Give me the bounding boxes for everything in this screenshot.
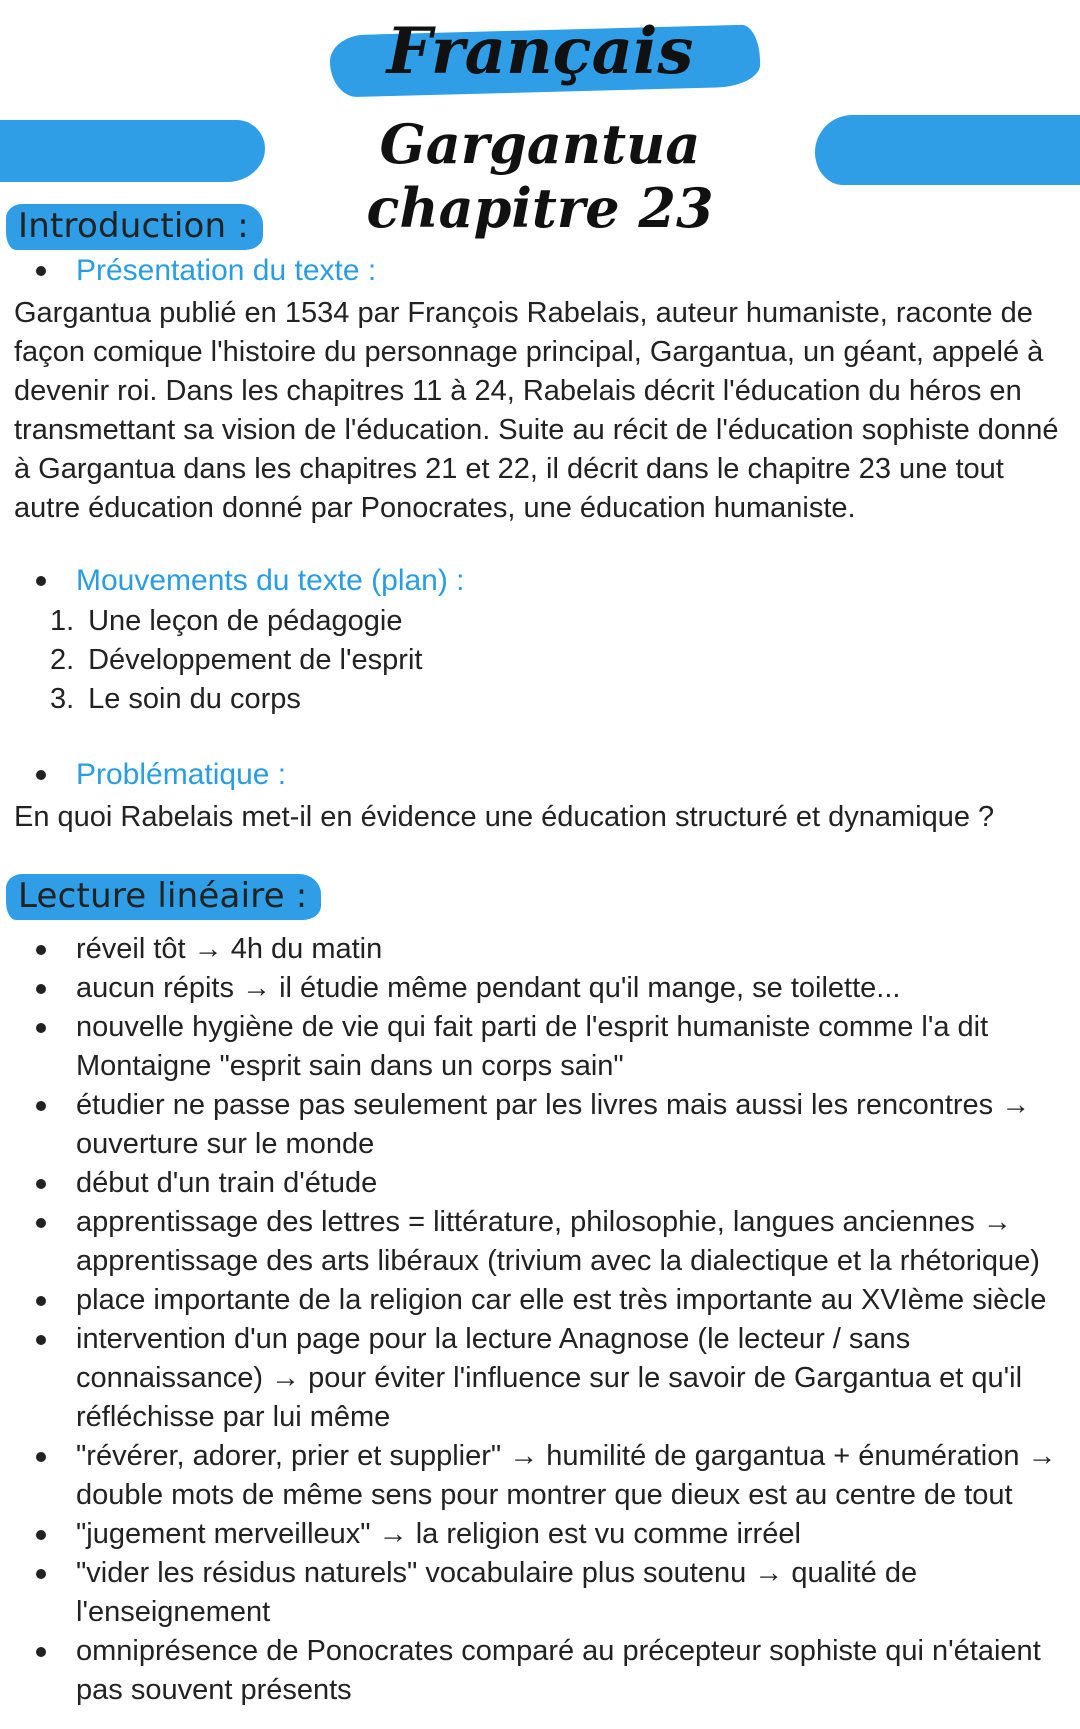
bullet-icon xyxy=(36,770,46,780)
header-brush-stroke-right xyxy=(815,115,1080,185)
presentation-paragraph: Gargantua publié en 1534 par François Rabelais, auteur humaniste, raconte de façon comique l'histoire du personnage principal, Gargantua, un géant, appelé à devenir roi. Dans les chapitres 11 à 24, Rabelais décrit l'éducation du héros en transmettant sa vision de l'éducation. Suite au récit de l'éducation sophiste donné à Gargantua dans les chapitres 21 et 22, il décrit dans le chapitre 23 une tout autre éducation donné par Ponocrates, une éducation humaniste. xyxy=(14,297,1059,524)
list-item: "révérer, adorer, prier et supplier" → humilité de gargantua + énumération → double mots de même sens pour montrer que dieux est au centre de tout xyxy=(36,1437,1066,1515)
list-item: omniprésence de Ponocrates comparé au précepteur sophiste qui n'étaient pas souvent présents xyxy=(36,1632,1066,1710)
lecture-list xyxy=(36,930,1066,1710)
subheading-mouvements xyxy=(36,564,465,598)
list-item: étudier ne passe pas seulement par les livres mais aussi les rencontres → ouverture sur le monde xyxy=(36,1086,1066,1164)
list-item: intervention d'un page pour la lecture Anagnose (le lecteur / sans connaissance) → pour éviter l'influence sur le savoir de Gargantua et qu'il réfléchisse par lui même xyxy=(36,1320,1066,1437)
list-item: aucun répits → il étudie même pendant qu'il mange, se toilette... xyxy=(36,969,1066,1008)
list-item: "vider les résidus naturels" vocabulaire plus soutenu → qualité de l'enseignement xyxy=(36,1554,1066,1632)
subheading-presentation xyxy=(36,254,376,288)
bullet-icon xyxy=(36,576,46,586)
header-brush-stroke-left xyxy=(0,120,265,182)
list-item: "jugement merveilleux" → la religion est vu comme irréel xyxy=(36,1515,1066,1554)
section-heading-introduction: Introduction : xyxy=(6,204,263,250)
list-item: apprentissage des lettres = littérature, philosophie, langues anciennes → apprentissage des arts libéraux (trivium avec la dialectique et la rhétorique) xyxy=(36,1203,1066,1281)
page-subtitle: Gargantua chapitre 23 xyxy=(366,112,714,240)
bullet-icon xyxy=(36,266,46,276)
plan-list xyxy=(50,602,422,719)
list-item: début d'un train d'étude xyxy=(36,1164,1066,1203)
subheading-label: Mouvements du texte (plan) : xyxy=(76,564,465,597)
list-item: réveil tôt → 4h du matin xyxy=(36,930,1066,969)
plan-item: 2. Développement de l'esprit xyxy=(50,644,423,676)
list-item: place importante de la religion car elle est très importante au XVIème siècle xyxy=(36,1281,1066,1320)
subheading-label: Présentation du texte : xyxy=(76,254,377,287)
section-heading-lecture: Lecture linéaire : xyxy=(6,874,321,920)
list-item: nouvelle hygiène de vie qui fait parti de l'esprit humaniste comme l'a dit Montaigne "esprit sain dans un corps sain" xyxy=(36,1008,1066,1086)
plan-item: 3. Le soin du corps xyxy=(50,683,301,715)
page-title: Français xyxy=(386,14,694,89)
plan-item: 1. Une leçon de pédagogie xyxy=(50,605,403,637)
subheading-label: Problématique : xyxy=(76,758,287,791)
subheading-problematique xyxy=(36,758,286,792)
problematique-text: En quoi Rabelais met-il en évidence une éducation structuré et dynamique ? xyxy=(14,801,995,833)
